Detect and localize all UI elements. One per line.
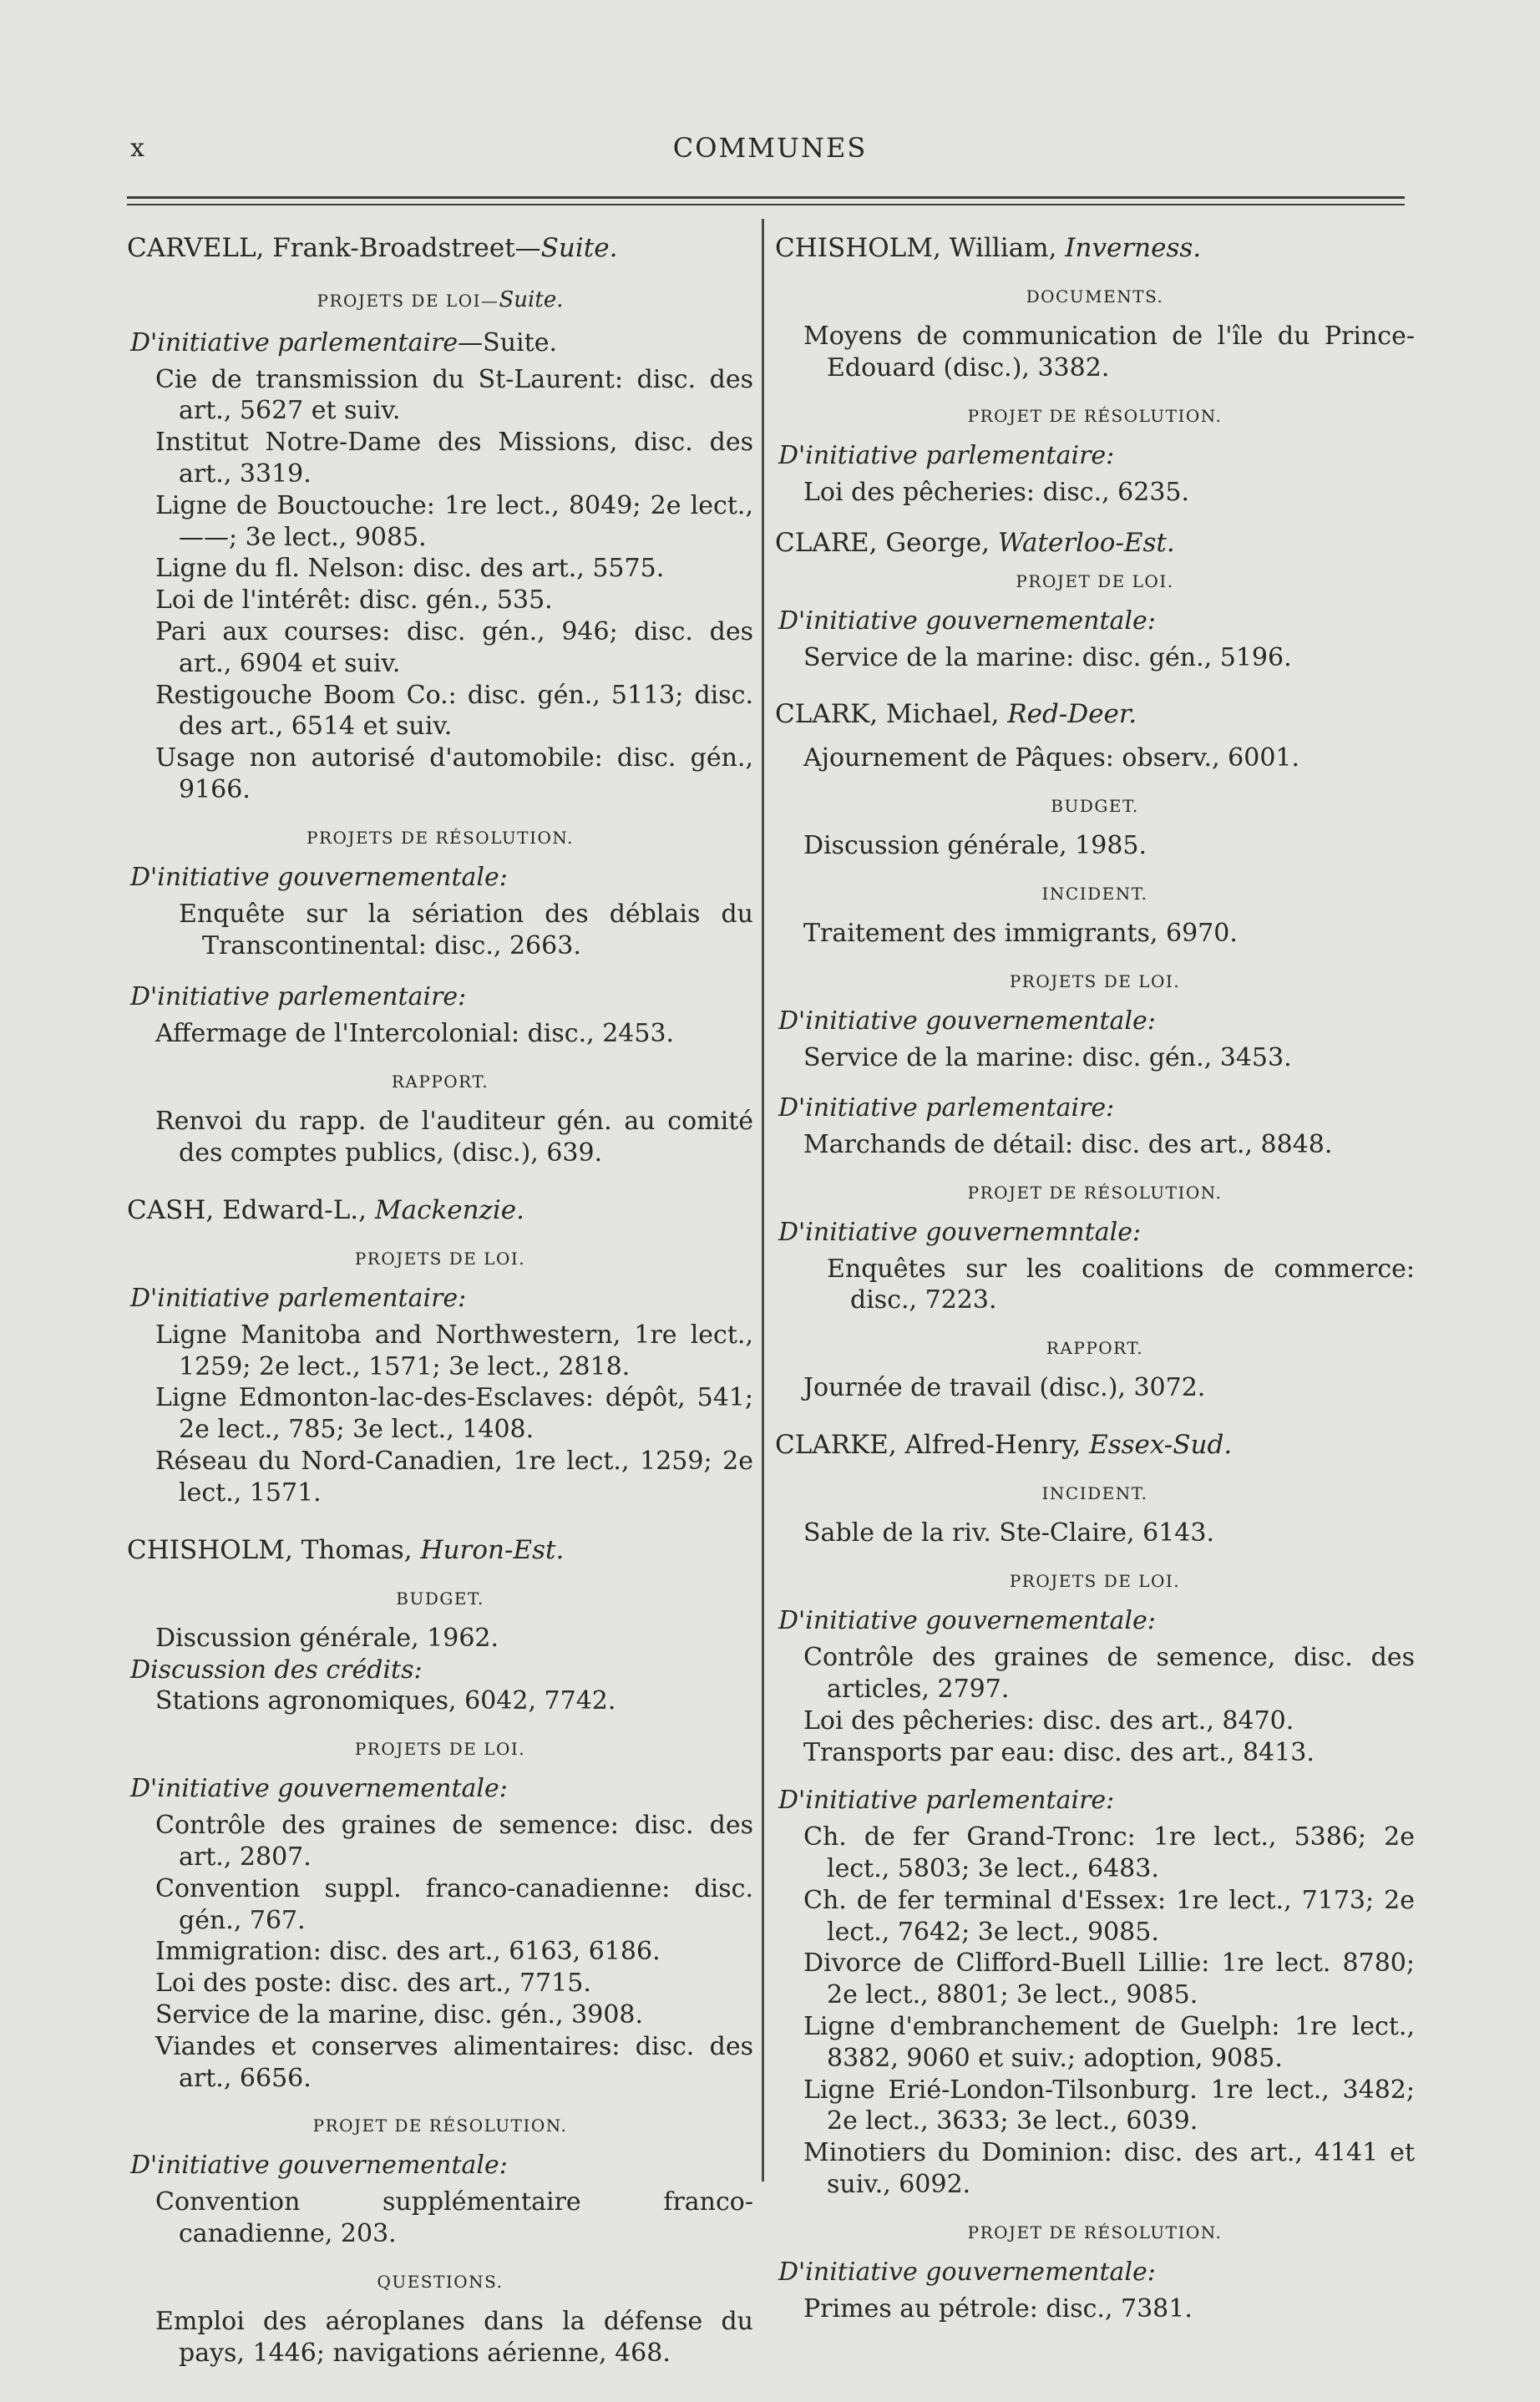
subsection-heading: Discussion des crédits: [130, 1655, 423, 1685]
subsection-heading: D'initiative gouvernementale: [130, 1774, 508, 1804]
member-name-chisholm-thomas: CHISHOLM, Thomas, Huron-Est. [127, 1534, 565, 1565]
list-item: Service de la marine: disc. gén., 5196. [803, 642, 1292, 672]
list-item: Convention suppl. franco-canadienne: disc. gén., 767. [155, 1873, 753, 1935]
section-heading: PROJET DE RÉSOLUTION. [967, 2222, 1223, 2242]
subsection-heading: D'initiative gouvernementale: [130, 862, 508, 892]
list-item: Loi de l'intérêt: disc. gén., 535. [155, 585, 553, 616]
subsection-heading: D'initiative gouvernementale: [778, 1006, 1156, 1036]
list-item: Ligne Erié-London-Tilsonburg. 1re lect., 3482; 2e lect., 3633; 3e lect., 6039. [803, 2075, 1415, 2136]
section-heading: INCIDENT. [1041, 1483, 1148, 1504]
section-heading: DOCUMENTS. [1026, 286, 1164, 307]
list-item: Usage non autorisé d'automobile: disc. gén., 9166. [155, 743, 753, 804]
list-item: Journée de travail (disc.), 3072. [803, 1373, 1206, 1403]
list-item: Moyens de communication de l'île du Prince-Edouard (disc.), 3382. [803, 322, 1415, 383]
column-divider [762, 219, 764, 2182]
section-heading: PROJETS DE LOI. [1009, 1571, 1181, 1592]
list-item: Cie de transmission du St-Laurent: disc. des art., 5627 et suiv. [155, 364, 753, 426]
section-heading: PROJET DE RÉSOLUTION. [312, 2116, 568, 2136]
header-rule-top [127, 196, 1405, 199]
section-heading: BUDGET. [1051, 796, 1139, 817]
list-item: Ajournement de Pâques: observ., 6001. [803, 743, 1300, 773]
list-item: Ligne Edmonton-lac-des-Esclaves: dépôt, 541; 2e lect., 785; 3e lect., 1408. [155, 1383, 753, 1445]
list-item: Ligne Manitoba and Northwestern, 1re lect., 1259; 2e lect., 1571; 3e lect., 2818. [155, 1320, 753, 1381]
section-heading: INCIDENT. [1041, 884, 1148, 905]
list-item: Traitement des immigrants, 6970. [803, 919, 1238, 949]
section-heading: PROJETS DE LOI—Suite. [317, 287, 564, 313]
subsection-heading: D'initiative gouvernemntale: [778, 1217, 1142, 1247]
list-item: Emploi des aéroplanes dans la défense du pays, 1446; navigations aérienne, 468. [155, 2307, 753, 2368]
section-heading: PROJETS DE LOI. [354, 1248, 526, 1269]
list-item: Enquête sur la sériation des déblais du Transcontinental: disc., 2663. [179, 899, 753, 960]
list-item: Loi des poste: disc. des art., 7715. [155, 1969, 591, 1999]
list-item: Ch. de fer terminal d'Essex: 1re lect., 7173; 2e lect., 7642; 3e lect., 9085. [803, 1885, 1415, 1947]
list-item: Ligne de Bouctouche: 1re lect., 8049; 2e lect., ——; 3e lect., 9085. [155, 490, 753, 552]
list-item: Ligne d'embranchement de Guelph: 1re lect., 8382, 9060 et suiv.; adoption, 9085. [803, 2011, 1415, 2073]
list-item: Institut Notre-Dame des Missions, disc. des art., 3319. [155, 428, 753, 489]
section-heading: RAPPORT. [1046, 1338, 1144, 1359]
member-name-clare: CLARE, George, Waterloo-Est. [775, 527, 1175, 558]
page-title: COMMUNES [672, 132, 868, 164]
list-item: Loi des pêcheries: disc., 6235. [803, 477, 1190, 507]
subsection-heading: D'initiative parlementaire: [778, 1093, 1115, 1123]
section-heading: QUESTIONS. [377, 2271, 504, 2292]
list-item: Discussion générale, 1962. [155, 1623, 499, 1653]
list-item: Contrôle des graines de semence, disc. des articles, 2797. [803, 1643, 1415, 1704]
list-item: Discussion générale, 1985. [803, 831, 1147, 861]
subsection-heading: D'initiative gouvernementale: [778, 606, 1156, 636]
section-heading: PROJETS DE LOI. [354, 1739, 526, 1760]
section-heading: PROJET DE RÉSOLUTION. [967, 1182, 1223, 1203]
member-name-chisholm-william: CHISHOLM, William, Inverness. [775, 233, 1202, 263]
list-item: Renvoi du rapp. de l'auditeur gén. au comité des comptes publics, (disc.), 639. [155, 1107, 753, 1168]
list-item: Divorce de Clifford-Buell Lillie: 1re lect. 8780; 2e lect., 8801; 3e lect., 9085. [803, 1948, 1415, 2010]
page-number: x [130, 134, 144, 163]
subsection-heading: D'initiative gouvernementale: [130, 2151, 508, 2181]
list-item: Service de la marine, disc. gén., 3908. [155, 1999, 644, 2030]
section-heading: PROJETS DE RÉSOLUTION. [306, 827, 574, 848]
list-item: Réseau du Nord-Canadien, 1re lect., 1259; 2e lect., 1571. [155, 1446, 753, 1508]
right-column [775, 224, 1415, 2325]
list-item: Affermage de l'Intercolonial: disc., 2453. [155, 1019, 675, 1049]
list-item: Restigouche Boom Co.: disc. gén., 5113; disc. des art., 6514 et suiv. [155, 680, 753, 742]
subsection-heading: D'initiative parlementaire—Suite. [130, 327, 557, 357]
subsection-heading: D'initiative parlementaire: [130, 1283, 467, 1313]
header-rule-bottom [127, 204, 1405, 205]
subsection-heading: D'initiative gouvernementale: [778, 1606, 1156, 1636]
list-item: Stations agronomiques, 6042, 7742. [155, 1686, 616, 1716]
left-column [127, 224, 753, 2369]
list-item: Minotiers du Dominion: disc. des art., 4141 et suiv., 6092. [803, 2138, 1415, 2199]
list-item: Ligne du fl. Nelson: disc. des art., 5575. [155, 554, 665, 584]
list-item: Marchands de détail: disc. des art., 8848. [803, 1129, 1333, 1159]
list-item: Service de la marine: disc. gén., 3453. [803, 1043, 1292, 1073]
section-heading: RAPPORT. [391, 1071, 489, 1092]
subsection-heading: D'initiative gouvernementale: [778, 2257, 1156, 2287]
list-item: Primes au pétrole: disc., 7381. [803, 2293, 1193, 2323]
list-item: Viandes et conserves alimentaires: disc. des art., 6656. [155, 2031, 753, 2093]
section-heading: PROJET DE RÉSOLUTION. [967, 405, 1223, 426]
section-heading: PROJET DE LOI. [1016, 570, 1174, 591]
list-item: Enquêtes sur les coalitions de commerce: disc., 7223. [827, 1254, 1415, 1315]
section-heading: BUDGET. [396, 1588, 484, 1609]
list-item: Sable de la riv. Ste-Claire, 6143. [803, 1518, 1215, 1548]
subsection-heading: D'initiative parlementaire: [778, 1786, 1115, 1816]
member-name-carvell: CARVELL, Frank-Broadstreet—Suite. [127, 233, 618, 263]
list-item: Contrôle des graines de semence: disc. des art., 2807. [155, 1811, 753, 1872]
subsection-heading: D'initiative parlementaire: [130, 982, 467, 1012]
section-heading: PROJETS DE LOI. [1009, 971, 1181, 992]
member-name-clarke: CLARKE, Alfred-Henry, Essex-Sud. [775, 1430, 1233, 1461]
list-item: Pari aux courses: disc. gén., 946; disc. des art., 6904 et suiv. [155, 616, 753, 678]
list-item: Convention supplémentaire franco-canadienne, 203. [155, 2187, 753, 2249]
list-item: Immigration: disc. des art., 6163, 6186. [155, 1937, 661, 1967]
member-name-cash: CASH, Edward-L., Mackenzie. [127, 1194, 525, 1225]
list-item: Transports par eau: disc. des art., 8413. [803, 1737, 1315, 1767]
list-item: Ch. de fer Grand-Tronc: 1re lect., 5386; 2e lect., 5803; 3e lect., 6483. [803, 1822, 1415, 1883]
list-item: Loi des pêcheries: disc. des art., 8470. [803, 1705, 1294, 1736]
member-name-clark: CLARK, Michael, Red-Deer. [775, 699, 1137, 730]
subsection-heading: D'initiative parlementaire: [778, 441, 1115, 471]
